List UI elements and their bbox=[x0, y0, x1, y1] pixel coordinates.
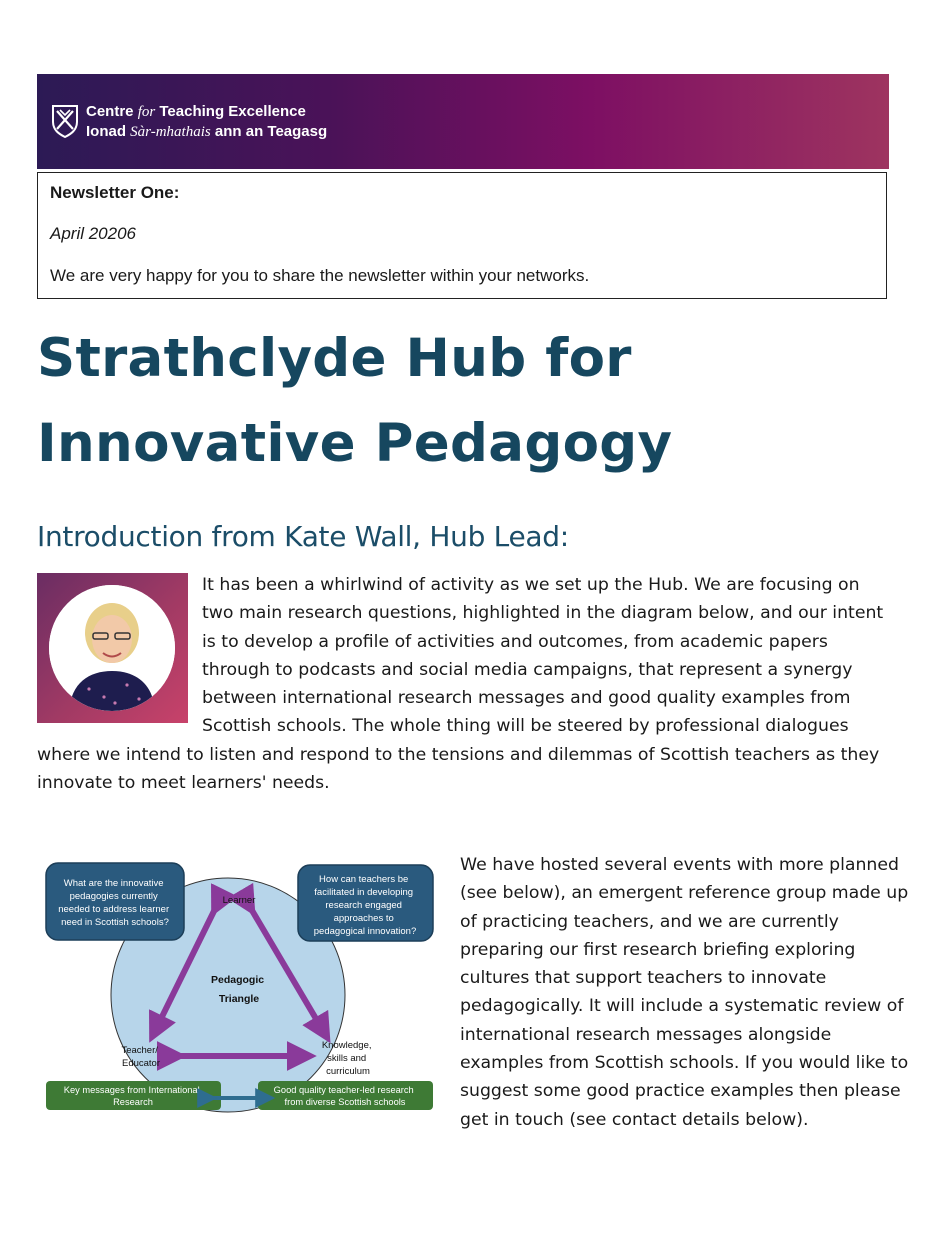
events-paragraph: We have hosted several events with more planned (see below), an emergent reference group made up of practicing teachers, and we are currently preparing our first research briefing exploring cultures that support teachers to innovate pedagogically. It will include a systematic review of international research messages alongside examples from Scottish schools. If you would like to suggest some good practice examples then please get in touch (see contact details below). bbox=[460, 855, 909, 1130]
green-box-left bbox=[46, 1081, 221, 1110]
banner-line-gaelic: Ionad Sàr-mhathais ann an Teagasg bbox=[86, 123, 328, 140]
pedagogic-triangle-diagram bbox=[40, 855, 440, 1115]
vertex-knowledge: Knowledge, skills and curriculum bbox=[321, 1040, 372, 1077]
svg-text:What are the innovative: What are the innovative pedagogies currently needed to address learner need in Scottish schools? bbox=[58, 878, 170, 928]
shield-logo-icon bbox=[51, 104, 79, 138]
intro-paragraph bbox=[37, 571, 887, 797]
newsletter-date: April 20206 bbox=[50, 224, 137, 243]
page-title: Strathclyde Hub for Innovative Pedagogy bbox=[37, 328, 673, 474]
svg-text:Key messages from Internationa: Key messages from International Research bbox=[63, 1085, 200, 1107]
pedagogic-triangle-label: Pedagogic Triangle bbox=[210, 974, 265, 1005]
intro-body: It has been a whirlwind of activity as we set up the Hub. We are focusing on two main research questions, highlighted in the diagram below, and our intent is to develop a profile of activities and outcomes, from academic papers through to podcasts and social media campaigns, that represent a synergy between international research messages and good quality examples from Scottish schools. The whole thing will be steered by professional dialogues where we intend to listen and respond to the tensions and dilemmas of Scottish teachers as they innovate to meet learners' needs. bbox=[37, 575, 884, 794]
svg-text:Good quality teacher-led resea: Good quality teacher-led research from diverse Scottish schools bbox=[273, 1085, 414, 1107]
green-box-right bbox=[258, 1081, 433, 1110]
newsletter-share-note: We are very happy for you to share the newsletter within your networks. bbox=[50, 266, 590, 285]
question-box-right bbox=[298, 865, 433, 941]
newsletter-title: Newsletter One: bbox=[50, 183, 180, 202]
header-banner bbox=[37, 74, 889, 169]
question-box-left bbox=[46, 863, 184, 940]
newsletter-info-box bbox=[37, 172, 887, 299]
vertex-teacher: Teacher/ Educator bbox=[121, 1045, 161, 1069]
banner-title bbox=[86, 102, 327, 142]
banner-line-english: Centre for Teaching Excellence bbox=[86, 103, 306, 120]
vertex-learner: Learner bbox=[222, 895, 256, 906]
svg-text:How can teachers be faci: How can teachers be facilitated in developing research engaged approaches to pedagogical innovation? bbox=[313, 874, 417, 937]
intro-heading: Introduction from Kate Wall, Hub Lead: bbox=[37, 520, 569, 553]
